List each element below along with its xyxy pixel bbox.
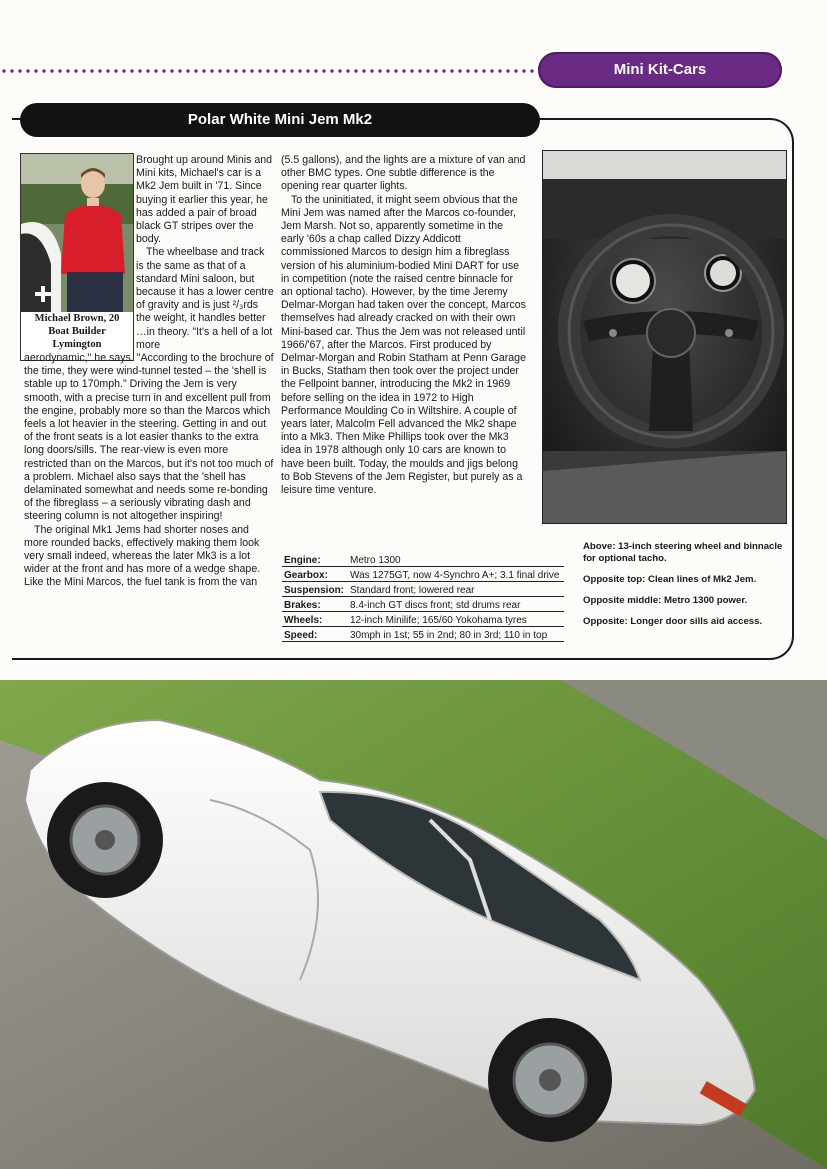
paragraph: Brought up around Minis and Mini kits, Michael's car is a Mk2 Jem built in '71. Since buying it earlier this year, he has added a pair of broad black GT stripes over the body.: [136, 154, 273, 246]
section-label: Mini Kit-Cars: [538, 52, 782, 88]
white-mini-jem-image: [0, 680, 827, 1169]
spec-label: Engine:: [282, 552, 348, 567]
photo-caption: Opposite middle: Metro 1300 power.: [583, 595, 748, 606]
spec-value: 12-inch Minilife; 165/60 Yokohama tyres: [348, 612, 564, 627]
spec-row: [282, 582, 564, 597]
spec-row: [282, 552, 564, 567]
steering-wheel-image: [543, 151, 786, 523]
paragraph: The wheelbase and track is the same as that of a standard Mini saloon, but because it has a lower centre of gravity and is just ²/₃rds the weight, it handles better …in theory. "It's a hell of a lot more: [136, 246, 274, 351]
spec-row: [282, 612, 564, 627]
photo-caption: Opposite top: Clean lines of Mk2 Jem.: [583, 574, 757, 585]
spec-value: Was 1275GT, now 4-Synchro A+; 3.1 final drive: [348, 567, 564, 582]
dotted-divider: [0, 66, 560, 76]
spec-label: Gearbox:: [282, 567, 348, 582]
spec-row: [282, 597, 564, 612]
body-column-2: [281, 154, 526, 497]
owner-photo: [21, 154, 133, 312]
portrait-occupation: Boat Builder: [48, 326, 106, 337]
spec-row: [282, 567, 564, 582]
body-column-1-bottom: [24, 352, 274, 590]
owner-portrait: [20, 153, 134, 361]
paragraph: The original Mk1 Jems had shorter noses and more rounded backs, effectively making them look very small indeed, whereas the later Mk3 is a lot wider at the front and has more of a wedge shape. Like the Mini Marcos, the fuel tank is from the van: [24, 523, 261, 589]
portrait-location: Lymington: [52, 339, 102, 350]
article-title: Polar White Mini Jem Mk2: [20, 103, 540, 137]
spec-label: Suspension:: [282, 582, 348, 597]
spec-label: Wheels:: [282, 612, 348, 627]
paragraph: (5.5 gallons), and the lights are a mixture of van and other BMC types. One subtle difference is the opening rear quarter lights.: [281, 154, 526, 193]
body-column-1-top: [136, 154, 274, 352]
spec-table: [282, 552, 564, 642]
photo-caption: Opposite: Longer door sills aid access.: [583, 616, 763, 627]
portrait-name: Michael Brown, 20: [34, 313, 120, 324]
photo-caption: Above: 13-inch steering wheel and binnacle for optional tacho.: [583, 541, 783, 564]
spec-label: Speed:: [282, 627, 348, 642]
spec-value: Metro 1300: [348, 552, 564, 567]
steering-wheel-photo: [542, 150, 787, 524]
car-action-photo: [0, 680, 827, 1169]
spec-value: 30mph in 1st; 55 in 2nd; 80 in 3rd; 110 in top: [348, 627, 564, 642]
spec-label: Brakes:: [282, 597, 348, 612]
portrait-caption: [21, 312, 133, 351]
spec-row: [282, 627, 564, 642]
paragraph: aerodynamic," he says. "According to the brochure of the time, they were wind-tunnel tested – the 'shell is stable up to 170mph." Driving the Jem is very smooth, with a precise turn in and excellent pull from the engine, probably more so than the Marcos which feels a lot heavier in the steering. Getting in and out of the front seats is a lot easier thanks to the extra long doors/sills. The rear-view is even more restricted than on the Marcos, but it's not too much of a problem. Michael also says that the 'shell has delaminated somewhat and needs some re-bonding of the fibreglass – a seriously vibrating dash and steering column is not altogether inspiring!: [24, 352, 274, 523]
paragraph: To the uninitiated, it might seem obvious that the Mini Jem was named after the Marcos co-founder, Jem Marsh. Not so, apparently sometime in the early '60s a chap called Dizzy Addicott commissioned Marcos to design him a fibreglass version of his aluminium-bodied Mini DART for use in competition (note the raised centre binnacle for an optional tacho). However, by the time Jeremy Delmar-Morgan had taken over the concept, Marcos themselves had already cracked on with their own Mini-based car. Thus the Jem was not released until 1966/'67, after the Marcos. First produced by Delmar-Morgan and Robin Statham at Penn Garage in Bucks, Statham then took over the project under the Fellpoint banner, introducing the Mk2 in 1969 before selling on the idea in 1972 to High Performance Moulding Co in Wiltshire. A couple of years later, Malcolm Fell advanced the Mk2 shape into a Mk3. Then Mike Phillips took over the Mk3 idea in 1978 although only 10 cars are known to have been built. Today, the moulds and jigs belong to Bob Stevens of the Jem Register, but purely as a leisure time venture.: [281, 193, 526, 497]
spec-value: 8.4-inch GT discs front; std drums rear: [348, 597, 564, 612]
spec-value: Standard front; lowered rear: [348, 582, 564, 597]
photo-captions: [583, 541, 783, 637]
